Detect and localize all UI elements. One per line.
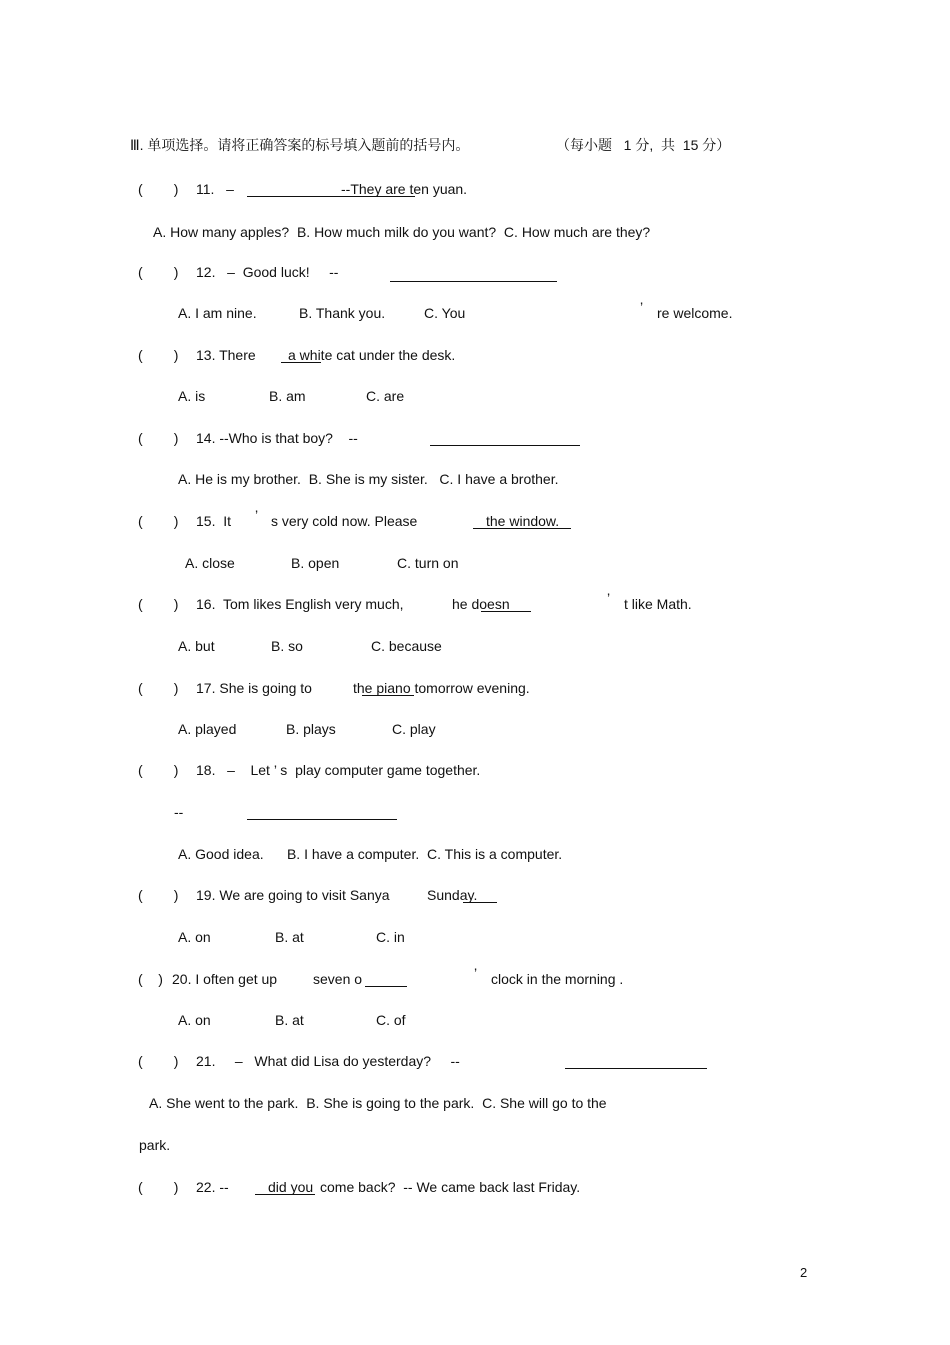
q12-option-b: B. Thank you.: [299, 305, 386, 321]
q18-answer-blank: [247, 819, 397, 820]
q16-option-a: A. but: [178, 638, 215, 654]
q21-stem: 21. – What did Lisa do yesterday? --: [196, 1053, 460, 1069]
q12-option-a: A. I am nine.: [178, 305, 257, 321]
q15-option-b: B. open: [291, 555, 340, 571]
q20-answer-paren: ( ): [138, 971, 163, 987]
q12-answer-blank: [390, 281, 557, 282]
q13-option-c: C. are: [366, 388, 405, 404]
q12-stem: 12. – Good luck! --: [196, 264, 339, 280]
q19-stem: 19. We are going to visit Sanya: [196, 887, 390, 903]
q22-answer-paren: ( ): [138, 1179, 179, 1195]
q22-stem: 22. --: [196, 1179, 229, 1195]
q11-options: A. How many apples? B. How much milk do you want? C. How much are they?: [153, 224, 651, 240]
q16-stem: 16. Tom likes English very much,: [196, 596, 404, 612]
q15-option-c: C. turn on: [397, 555, 459, 571]
q17-answer-paren: ( ): [138, 680, 179, 696]
q16-option-b: B. so: [271, 638, 303, 654]
q20-option-a: A. on: [178, 1012, 211, 1028]
q11-stem: 11. –: [196, 181, 234, 197]
q20-stem: 20. I often get up: [172, 971, 278, 987]
q22-stem-blank-text: did you: [268, 1179, 314, 1195]
q20-stem-mid: seven o: [313, 971, 363, 987]
q21-options: A. She went to the park. B. She is going to the park. C. She will go to the: [149, 1095, 607, 1111]
q16-stem-mid: he doesn: [452, 596, 510, 612]
q18-stem: 18. – Let ’ s play computer game together.: [196, 762, 481, 778]
q15-stem-end: the window.: [486, 513, 560, 529]
q14-stem: 14. --Who is that boy? --: [196, 430, 358, 446]
q19-option-c: C. in: [376, 929, 405, 945]
q21-options-continued: park.: [139, 1137, 171, 1153]
q16-apostrophe: ’: [607, 590, 611, 606]
q20-option-c: C. of: [376, 1012, 406, 1028]
q18-answer-paren: ( ): [138, 762, 179, 778]
q12-apostrophe: ’: [640, 299, 644, 315]
q15-answer-paren: ( ): [138, 513, 179, 529]
q11-stem-end: --They are ten yuan.: [341, 181, 468, 197]
section-score: （每小题 1 分, 共 15 分）: [556, 137, 731, 153]
q11-answer-paren: ( ): [138, 181, 179, 197]
page-number: 2: [800, 1265, 808, 1280]
section-heading: Ⅲ. 单项选择。请将正确答案的标号填入题前的括号内。: [130, 137, 470, 153]
q21-answer-paren: ( ): [138, 1053, 179, 1069]
q17-stem-end: the piano tomorrow evening.: [353, 680, 530, 696]
q20-stem-end: clock in the morning .: [491, 971, 624, 987]
q12-option-c-end: re welcome.: [657, 305, 733, 321]
q15-option-a: A. close: [185, 555, 235, 571]
q12-option-c: C. You: [424, 305, 466, 321]
q14-answer-paren: ( ): [138, 430, 179, 446]
q18-options: A. Good idea. B. I have a computer. C. This is a computer.: [178, 846, 563, 862]
q17-option-a: A. played: [178, 721, 237, 737]
q13-stem-end: a white cat under the desk.: [288, 347, 456, 363]
q12-answer-paren: ( ): [138, 264, 179, 280]
q13-answer-paren: ( ): [138, 347, 179, 363]
q15-stem: 15. It: [196, 513, 232, 529]
q17-stem: 17. She is going to: [196, 680, 312, 696]
q16-stem-end: t like Math.: [624, 596, 692, 612]
q20-option-b: B. at: [275, 1012, 304, 1028]
q15-stem-mid: s very cold now. Please: [271, 513, 418, 529]
q18-dash: --: [174, 804, 184, 820]
q17-option-c: C. play: [392, 721, 436, 737]
q17-option-b: B. plays: [286, 721, 336, 737]
q19-answer-blank: [463, 902, 497, 903]
q19-option-a: A. on: [178, 929, 211, 945]
q13-option-b: B. am: [269, 388, 306, 404]
q19-answer-paren: ( ): [138, 887, 179, 903]
q15-apostrophe: ’: [255, 507, 259, 523]
q19-stem-end: Sunday.: [427, 887, 478, 903]
q14-answer-blank: [430, 445, 580, 446]
q22-stem-end: come back? -- We came back last Friday.: [320, 1179, 581, 1195]
q13-option-a: A. is: [178, 388, 206, 404]
q16-answer-blank: [481, 611, 531, 612]
q13-stem: 13. There: [196, 347, 256, 363]
q20-answer-blank: [365, 986, 407, 987]
q16-answer-paren: ( ): [138, 596, 179, 612]
q16-option-c: C. because: [371, 638, 442, 654]
q20-apostrophe: ’: [474, 965, 478, 981]
q19-option-b: B. at: [275, 929, 304, 945]
q14-options: A. He is my brother. B. She is my sister. C. I have a brother.: [178, 471, 559, 487]
q21-answer-blank: [565, 1068, 707, 1069]
